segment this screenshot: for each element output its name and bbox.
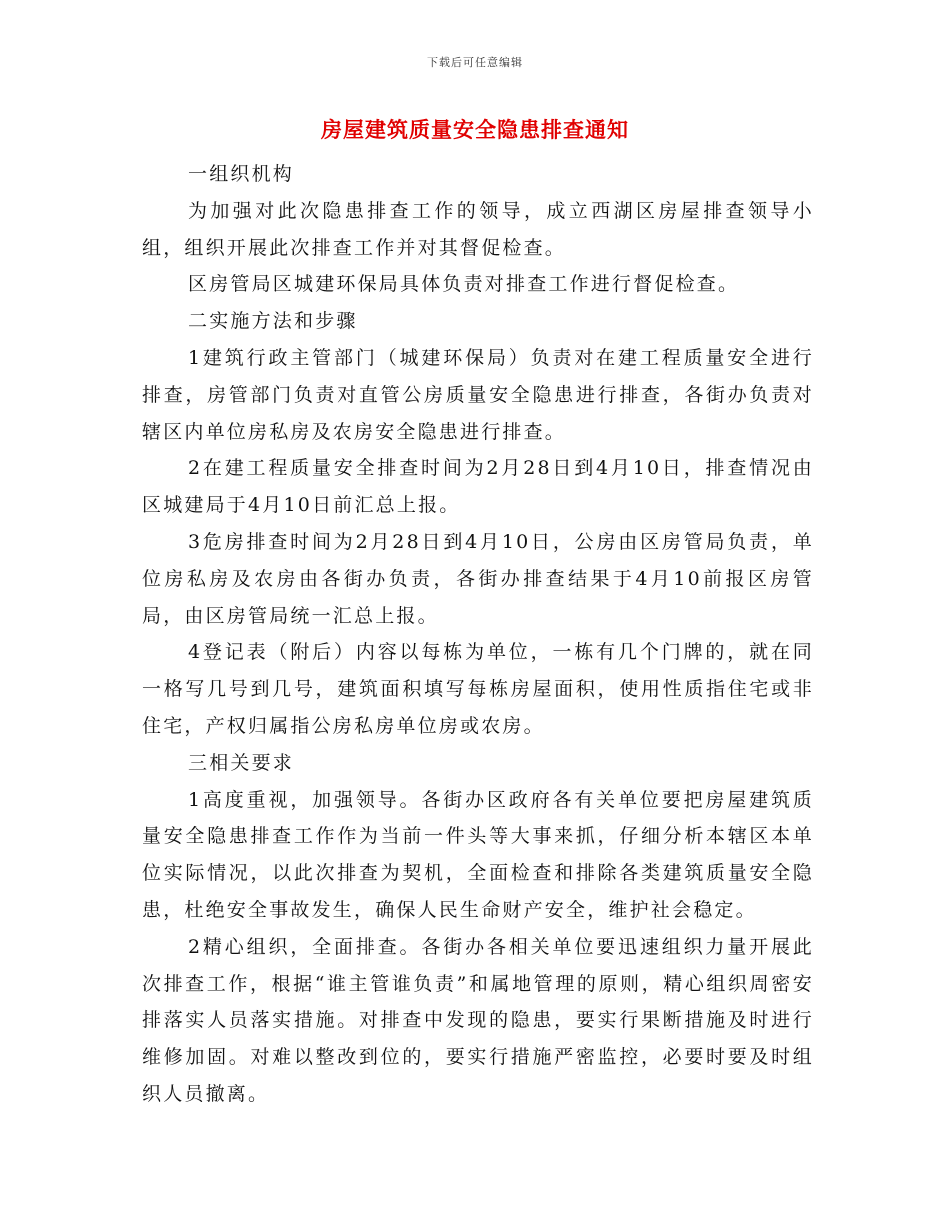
section-heading-organization: 一组织机构 — [188, 163, 295, 185]
document-title: 房屋建筑质量安全隐患排查通知 — [321, 118, 629, 142]
paragraph: 2精心组织，全面排查。各街办各相关单位要迅速组织力量开展此次排查工作，根据“谁主管谁负责”和属地管理的原则，精心组织周密安排落实人员落实措施。对排查中发现的隐患，要实行果断措施及时进行维修加固。对难以整改到位的，要实行措施严密监控，必要时要及时组织人员撤离。 — [142, 935, 814, 1105]
section-heading-methods: 二实施方法和步骤 — [188, 310, 358, 333]
header-note: 下载后可任意编辑 — [427, 56, 523, 69]
paragraph: 1建筑行政主管部门（城建环保局）负责对在建工程质量安全进行排查，房管部门负责对直管公房质量安全隐患进行排查，各街办负责对辖区内单位房私房及农房安全隐患进行排查。 — [142, 346, 814, 443]
paragraph: 4登记表（附后）内容以每栋为单位，一栋有几个门牌的，就在同一格写几号到几号，建筑面积填写每栋房屋面积，使用性质指住宅或非住宅，产权归属指公房私房单位房或农房。 — [142, 641, 814, 737]
section-heading-requirements: 三相关要求 — [188, 751, 295, 774]
paragraph: 区房管局区城建环保局具体负责对排查工作进行督促检查。 — [188, 273, 740, 296]
paragraph: 2在建工程质量安全排查时间为2月28日到4月10日，排查情况由区城建局于4月10日前汇总上报。 — [142, 457, 814, 517]
paragraph: 3危房排查时间为2月28日到4月10日，公房由区房管局负责，单位房私房及农房由各街办负责，各街办排查结果于4月10前报区房管局，由区房管局统一汇总上报。 — [142, 530, 814, 627]
paragraph: 为加强对此次隐患排查工作的领导，成立西湖区房屋排查领导小组，组织开展此次排查工作并对其督促检查。 — [142, 199, 814, 259]
document-body — [142, 156, 814, 1113]
paragraph: 1高度重视，加强领导。各街办区政府各有关单位要把房屋建筑质量安全隐患排查工作作为当前一件头等大事来抓，仔细分析本辖区本单位实际情况，以此次排查为契机，全面检查和排除各类建筑质量安全隐患，杜绝安全事故发生，确保人民生命财产安全，维护社会稳定。 — [142, 788, 814, 921]
